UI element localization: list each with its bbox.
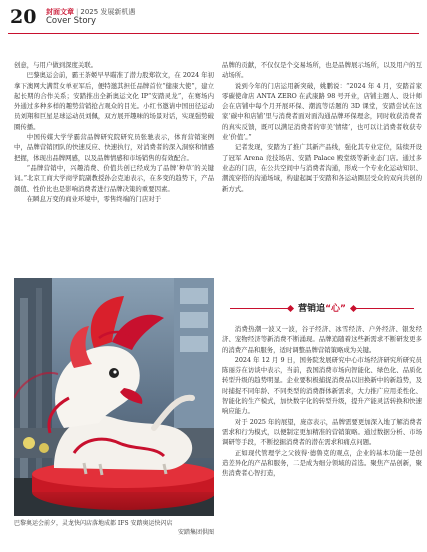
caption-credit: 安踏集团供图 <box>177 529 214 536</box>
paragraph: “品牌营销中，兴趣消费、价值共创已经成为了品牌‘种草’的关键词。”北京工商大学商学院副教授孙会克迪表示，在多变的趋势下，产品颜值、性价比也是影响消费者进行品牌决策的重要因素。 <box>14 163 214 193</box>
paragraph: 对于 2025 年的展望，庞彦表示，品牌需要更加深入地了解消费者需求和行为模式，以便制定更加精准的营销策略。通过数据分析、市场调研等手段，不断挖掘消费者的潜在需求和痛点问题。 <box>222 417 422 447</box>
section-title-prefix: 营销追 <box>298 304 326 314</box>
left-column <box>14 60 214 204</box>
paragraph: 创意，与用户做到深度关联。 <box>14 61 98 69</box>
section-title-quote: “心” <box>325 304 346 314</box>
paragraph: 正如现代管理学之父彼得·德鲁克的观点，企业的基本功能一是创造差异化的产品和服务，二是成为细分领域的首选。聚焦产品创新，聚焦消费者心智打造， <box>222 448 422 478</box>
header-brand: 封面文章 <box>46 8 74 16</box>
caption-text: 巴黎奥运会前夕，灵龙快闪店落地成都 IFS 安踏奥运快闪店 <box>14 520 173 527</box>
header-rule <box>8 33 419 34</box>
dragon-sculpture-photo <box>14 278 214 516</box>
paragraph: 2024 年 12 月 9 日，国务院发展研究中心市场经济研究所研究员陈丽芬在访谈中表示，当前，我国消费市场向智能化、绿色化、品质化转型升级的趋势明显。企业要积极捕捉消费品以旧换新中的新趋势，及时捕捉不同年龄、不同类型的消费群体新需求，大力推广应用柔性化、智能化的生产模式，加快数字化的转型升级，提升产能灵活转换和快速响应能力。 <box>222 355 422 416</box>
paragraph: 巴黎奥运会前，霸王茶姬早早瞄准了潜力股郑钦文，在 2024 年初拿下澳网大满贯女单亚军后，便特邀其担任品牌首位“健康大使”，建立起长期的合作关系；安踏推出全新奥运文化 IP“安踏灵龙”，在赛场内外通过多种多样的趣势营销抢占观众的目光。小红书邀请中国田径运动员刘翔和巨星足球运动员刘佩，双方展开趣味的场景对话，实现强势破圈传播。 <box>14 71 214 131</box>
header-series: 2025 发展新机遇 <box>80 8 136 16</box>
paragraph: 在瞬息万变的商业环境中，零售终端的门店对于 <box>26 194 161 203</box>
paragraph: 记者发现，安踏为了推广其新产品线，强化其专业定位，陆续开设了冠军 Arena 竞技场店、安踏 Palace 殿堂级等新业态门店。通过多业态的门店，在公共空间中与消费者沟通，形成一个专业化运动知识、潮流穿搭的沟通场域，构建起属于安踏和各运动圈层受众的双向共创的新方式。 <box>222 143 422 193</box>
header-section: Cover Story <box>46 16 97 26</box>
right-column-bottom <box>222 324 422 478</box>
header-separator: | <box>76 8 79 16</box>
page-header <box>8 4 419 30</box>
paragraph: 说到今年的门店运用新突破，姚鹏说：“2024 年 4 月，安踏首家零碳使命店 ANTA ZERO 在武康路 98 号开业，店铺主题人、设计师会在店铺中每个月开展环保、潮流等话题的 3D 课堂，安踏尝试在这家‘碳中和店铺’里与消费者面对面沟通品牌环保理念，同时收获消费者的真实反馈，既可以满足消费者的审美‘情绪’，也可以让消费者收获专业‘价值’。” <box>222 81 422 142</box>
right-column-top <box>222 60 422 194</box>
page-number: 20 <box>10 6 37 28</box>
photo-caption <box>14 519 214 537</box>
paragraph: 中国传媒大学学霸营品牌研究院研究员张驰表示，体育营销案例中，品牌营销团队的快速反应、快速执行，对消费者的深入洞察和情感把握，体现出品牌网感，以及品牌情感和市场销售的有效配合。 <box>14 133 214 162</box>
paragraph: 品牌的贡献，不仅仅是个交易场所，也是品牌展示场所，以及用户的互动场所。 <box>222 61 422 80</box>
heading-rule-right <box>356 308 414 309</box>
section-heading <box>222 300 422 316</box>
paragraph: 消费热潮一波又一波，谷子经济、冰雪经济、户外经济、银发经济、宠物经济等新消费不断涌现。品牌追随着这些新需求不断研发更多的消费产品和服务，适时调整品牌营销策略成为关键。 <box>222 325 422 354</box>
